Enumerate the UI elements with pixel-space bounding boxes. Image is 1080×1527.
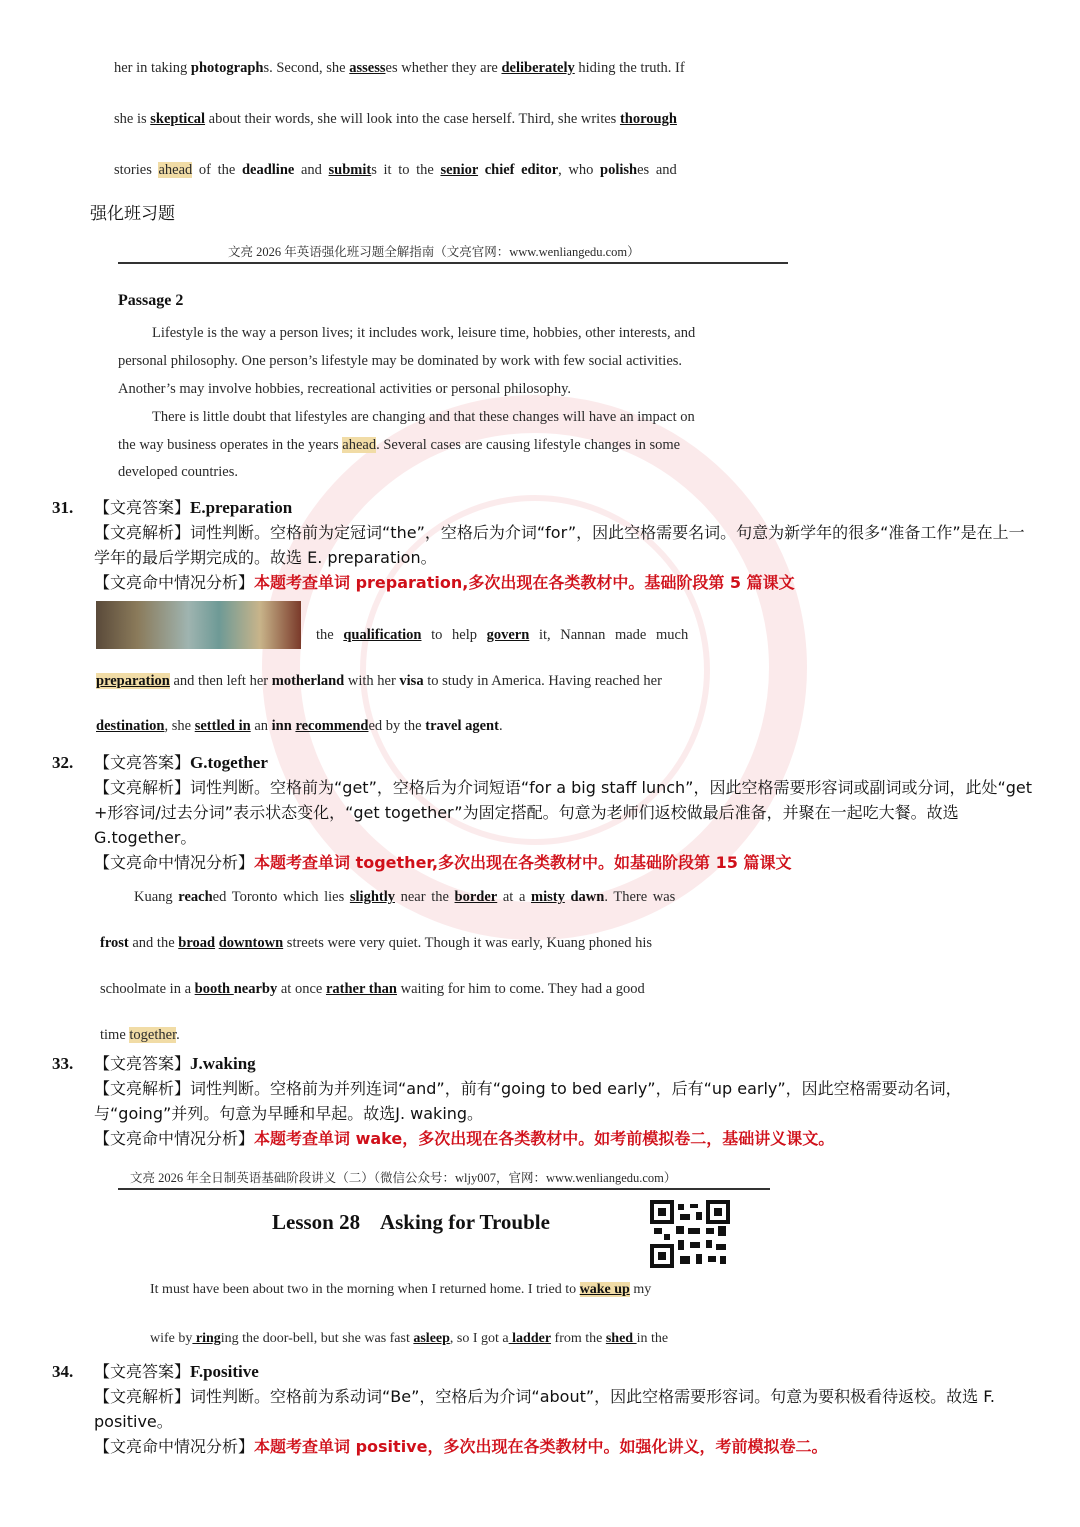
question-31 xyxy=(52,495,1037,595)
analysis-label: 【文亮解析】 xyxy=(94,1387,191,1406)
analysis-text: 词性判断。空格前为“get”，空格后为介词短语“for a big staff lunch”，因此空格需要形容词或副词或分词，此处“get +形容词/过去分词”表示状态变化，“get together”为固定搭配。句意为老师们返校做最后准备，并聚在一起吃大餐。故选 G.together。 xyxy=(94,778,1033,847)
question-34 xyxy=(52,1359,1037,1459)
question-number: 32. xyxy=(52,753,74,772)
question-33 xyxy=(52,1051,1037,1151)
q33-scan-line-1: It must have been about two in the morning when I returned home. I tried to wake up my xyxy=(150,1282,652,1297)
hit-text: 本题考查单词 preparation,多次出现在各类教材中。基础阶段第 5 篇课文 xyxy=(254,573,795,592)
answer-value: E.preparation xyxy=(190,498,293,517)
passage-header: 文亮 2026 年英语强化班习题全解指南（文亮官网：www.wenliangedu.com） xyxy=(228,245,640,259)
question-number: 31. xyxy=(52,498,74,517)
header-rule xyxy=(118,262,788,264)
answer-label: 【文亮答案】 xyxy=(94,498,191,517)
analysis-label: 【文亮解析】 xyxy=(94,778,191,797)
answer-label: 【文亮答案】 xyxy=(94,1362,191,1381)
hit-text: 本题考查单词 together,多次出现在各类教材中。如基础阶段第 15 篇课文 xyxy=(254,853,792,872)
hit-label: 【文亮命中情况分析】 xyxy=(94,573,255,592)
analysis-text: 词性判断。空格前为定冠词“the”，空格后为介词“for”，因此空格需要名词。句意为新学年的很多“准备工作”是在上一学年的最后学期完成的。故选 E. preparation。 xyxy=(94,523,1025,567)
top-scan-line-1: her in taking photographs. Second, she assesses whether they are deliberately hiding the truth. If xyxy=(114,60,685,76)
passage-line: personal philosophy. One person’s lifestyle may be dominated by work with few social activities. xyxy=(118,353,683,369)
question-number: 34. xyxy=(52,1362,74,1381)
answer-value: J.waking xyxy=(190,1054,256,1073)
q32-scan-line-2: frost and the broad downtown streets were very quiet. Though it was early, Kuang phoned his xyxy=(100,935,653,951)
qr-code-icon xyxy=(650,1200,730,1268)
passage-line: Another’s may involve hobbies, recreational activities or personal philosophy. xyxy=(118,381,572,397)
hit-label: 【文亮命中情况分析】 xyxy=(94,853,255,872)
statue-of-liberty-image xyxy=(96,601,301,649)
answer-value: F.positive xyxy=(190,1362,259,1381)
answer-label: 【文亮答案】 xyxy=(94,753,191,772)
section-label: 强化班习题 xyxy=(90,204,175,224)
analysis-label: 【文亮解析】 xyxy=(94,523,191,542)
hit-text: 本题考查单词 positive，多次出现在各类教材中。如强化讲义，考前模拟卷二。 xyxy=(254,1437,828,1456)
analysis-text: 词性判断。空格前为系动词“Be”，空格后为介词“about”，因此空格需要形容词。句意为要积极看待返校。故选 F. positive。 xyxy=(94,1387,995,1431)
hit-label: 【文亮命中情况分析】 xyxy=(94,1437,255,1456)
lecture-header-rule xyxy=(118,1188,770,1190)
passage-line: developed countries. xyxy=(118,464,238,480)
q31-scan-line-2: preparation and then left her motherland with her visa to study in America. Having reached her xyxy=(96,673,662,689)
q31-scan-line-3: destination, she settled in an inn recommended by the travel agent. xyxy=(96,718,503,734)
q32-scan-line-4: time together. xyxy=(100,1027,180,1043)
analysis-text: 词性判断。空格前为并列连词“and”，前有“going to bed early”，后有“up early”，因此空格需要动名词，与“going”并列。句意为早睡和早起。故选J. waking。 xyxy=(94,1079,962,1123)
hit-label: 【文亮命中情况分析】 xyxy=(94,1129,255,1148)
passage-title: Passage 2 xyxy=(118,292,184,309)
analysis-label: 【文亮解析】 xyxy=(94,1079,191,1098)
passage-line: There is little doubt that lifestyles are changing and that these changes will have an impact on xyxy=(152,409,695,425)
hit-text: 本题考查单词 wake，多次出现在各类教材中。如考前模拟卷二，基础讲义课文。 xyxy=(254,1129,835,1148)
q32-scan-line-1: Kuang reached Toronto which lies slightly near the border at a misty dawn. There was xyxy=(134,889,676,905)
lesson-title: Lesson 28 Asking for Trouble xyxy=(272,1210,550,1234)
answer-label: 【文亮答案】 xyxy=(94,1054,191,1073)
q31-scan-line-1: the qualification to help govern it, Nannan made much xyxy=(316,627,689,643)
top-scan-line-2: she is skeptical about their words, she will look into the case herself. Third, she writes thorough xyxy=(114,111,677,127)
q32-scan-line-3: schoolmate in a booth nearby at once rather than waiting for him to come. They had a good xyxy=(100,981,645,997)
question-number: 33. xyxy=(52,1054,74,1073)
answer-value: G.together xyxy=(190,753,268,772)
lecture-header: 文亮 2026 年全日制英语基础阶段讲义（二）（微信公众号：wljy007，官网：www.wenliangedu.com） xyxy=(130,1171,677,1185)
top-scan-line-3: stories ahead of the deadline and submits it to the senior chief editor, who polishes and xyxy=(114,162,677,178)
passage-line-5: the way business operates in the years ahead. Several cases are causing lifestyle changes in some xyxy=(118,437,681,453)
question-32 xyxy=(52,750,1037,875)
q33-scan-line-2: wife by ringing the door-bell, but she was fast asleep, so I got a ladder from the shed in the xyxy=(150,1331,669,1346)
passage-line: Lifestyle is the way a person lives; it includes work, leisure time, hobbies, other interests, and xyxy=(152,325,696,341)
